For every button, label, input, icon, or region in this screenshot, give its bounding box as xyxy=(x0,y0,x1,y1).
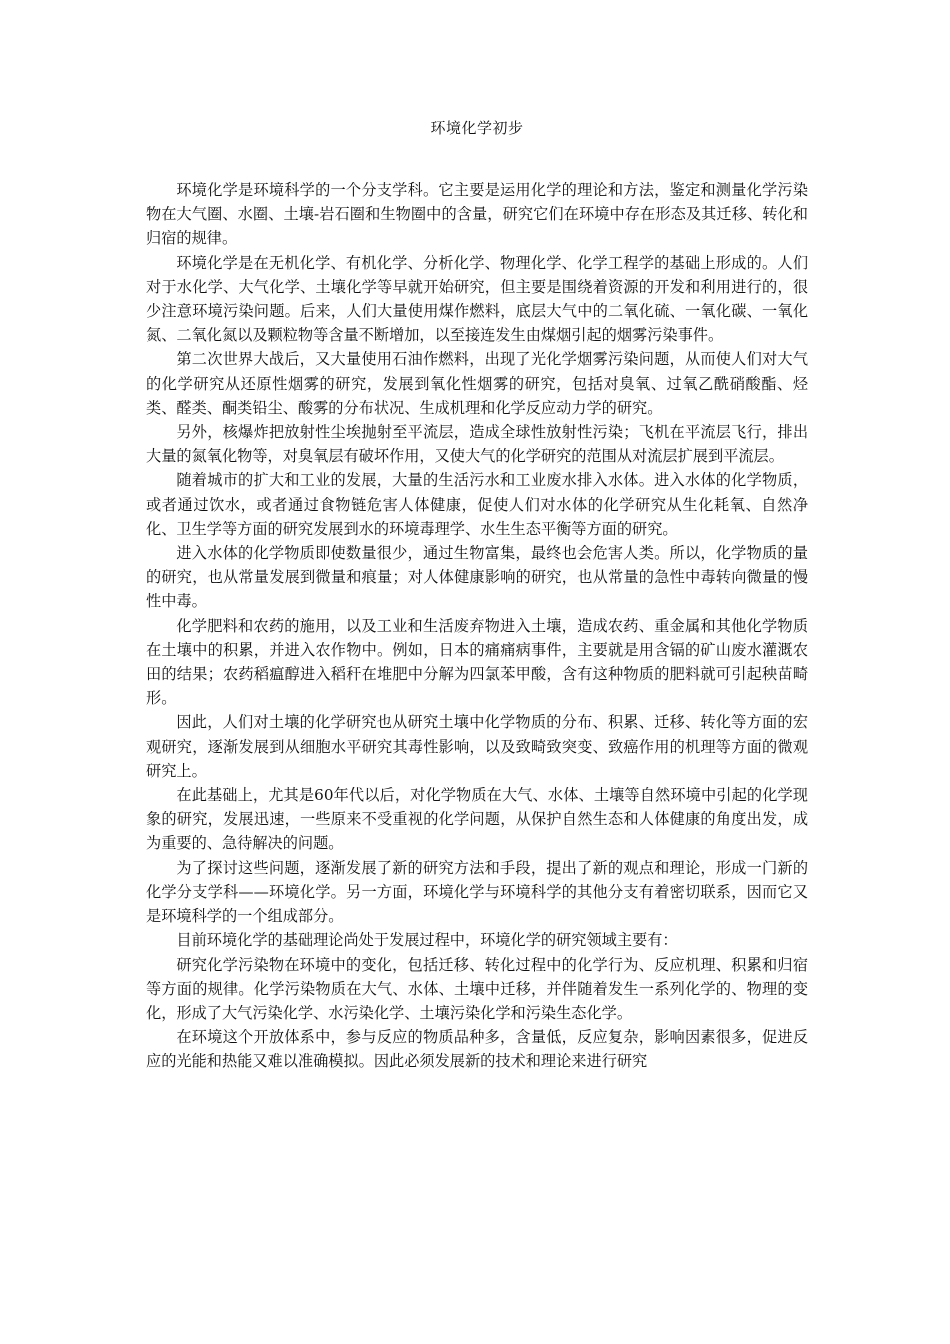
paragraph-1: 环境化学是环境科学的一个分支学科。它主要是运用化学的理论和方法，鉴定和测量化学污染物在大气圈、水圈、土壤-岩石圈和生物圈中的含量，研究它们在环境中存在形态及其迁移、转化和归宿的规律。 xyxy=(146,181,808,248)
paragraph-8: 因此，人们对土壤的化学研究也从研究土壤中化学物质的分布、积累、迁移、转化等方面的宏观研究，逐渐发展到从细胞水平研究其毒性影响，以及致畸致突变、致癌作用的机理等方面的微观研究上。 xyxy=(146,713,808,780)
document-page xyxy=(146,118,808,1074)
paragraph-4: 另外，核爆炸把放射性尘埃抛射至平流层，造成全球性放射性污染；飞机在平流层飞行，排出大量的氮氧化物等，对臭氧层有破坏作用，又使大气的化学研究的范围从对流层扩展到平流层。 xyxy=(146,423,808,466)
paragraph-9: 在此基础上，尤其是60年代以后，对化学物质在大气、水体、土壤等自然环境中引起的化学现象的研究，发展迅速，一些原来不受重视的化学问题，从保护自然生态和人体健康的角度出发，成为重要的、急待解决的问题。 xyxy=(146,786,808,853)
paragraph-12: 研究化学污染物在环境中的变化，包括迁移、转化过程中的化学行为、反应机理、积累和归宿等方面的规律。化学污染物质在大气、水体、土壤中迁移，并伴随着发生一系列化学的、物理的变化，形成了大气污染化学、水污染化学、土壤污染化学和污染生态化学。 xyxy=(146,955,808,1022)
paragraph-3: 第二次世界大战后，又大量使用石油作燃料，出现了光化学烟雾污染问题，从而使人们对大气的化学研究从还原性烟雾的研究，发展到氧化性烟雾的研究，包括对臭氧、过氧乙酰硝酸酯、烃类、醛类、酮类铅尘、酸雾的分布状况、生成机理和化学反应动力学的研究。 xyxy=(146,350,808,417)
document-title: 环境化学初步 xyxy=(430,119,524,137)
paragraph-7: 化学肥料和农药的施用，以及工业和生活废弃物进入土壤，造成农药、重金属和其他化学物质在土壤中的积累，并进入农作物中。例如，日本的痛痛病事件，主要就是用含镉的矿山废水灌溉农田的结果；农药稻瘟醇进入稻秆在堆肥中分解为四氯苯甲酸，含有这种物质的肥料就可引起秧苗畸形。 xyxy=(146,616,808,708)
paragraph-11: 目前环境化学的基础理论尚处于发展过程中，环境化学的研究领域主要有： xyxy=(176,931,678,950)
paragraph-6: 进入水体的化学物质即使数量很少，通过生物富集，最终也会危害人类。所以，化学物质的量的研究，也从常量发展到微量和痕量；对人体健康影响的研究，也从常量的急性中毒转向微量的慢性中毒。 xyxy=(146,544,808,611)
paragraph-2: 环境化学是在无机化学、有机化学、分析化学、物理化学、化学工程学的基础上形成的。人们对于水化学、大气化学、土壤化学等早就开始研究，但主要是围绕着资源的开发和利用进行的，很少注意环境污染问题。后来，人们大量使用煤作燃料，底层大气中的二氧化硫、一氧化碳、一氧化氮、二氧化氮以及颗粒物等含量不断增加，以至接连发生由煤烟引起的烟雾污染事件。 xyxy=(146,253,808,345)
paragraph-13: 在环境这个开放体系中，参与反应的物质品种多，含量低，反应复杂，影响因素很多，促进反应的光能和热能又难以准确模拟。因此必须发展新的技术和理论来进行研究 xyxy=(146,1028,808,1071)
paragraph-5: 随着城市的扩大和工业的发展，大量的生活污水和工业废水排入水体。进入水体的化学物质，或者通过饮水，或者通过食物链危害人体健康，促使人们对水体的化学研究从生化耗氧、自然净化、卫生学等方面的研究发展到水的环境毒理学、水生生态平衡等方面的研究。 xyxy=(146,471,808,538)
paragraph-10: 为了探讨这些问题，逐渐发展了新的研究方法和手段，提出了新的观点和理论，形成一门新的化学分支学科——环境化学。另一方面，环境化学与环境科学的其他分支有着密切联系，因而它又是环境科学的一个组成部分。 xyxy=(146,858,808,926)
